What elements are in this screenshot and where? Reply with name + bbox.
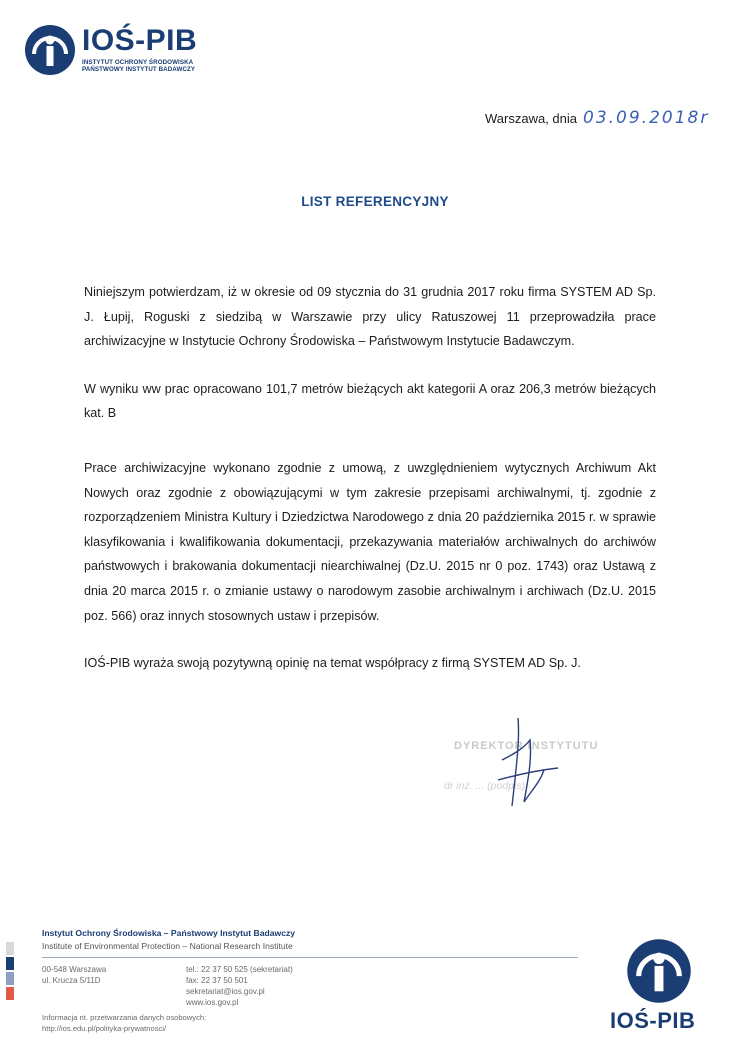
footer-privacy: Informacja nt. przetwarzania danych osobowych: http://ios.edu.pl/polityka-prywatnosci/ xyxy=(42,1013,207,1033)
footer-logo xyxy=(604,938,724,1038)
stripe-grey xyxy=(6,942,14,955)
signature-icon xyxy=(440,710,610,820)
date-label: Warszawa, dnia xyxy=(485,111,577,126)
paragraph-2: W wyniku ww prac opracowano 101,7 metrów bieżących akt kategorii A oraz 206,3 metrów bieżących kat. B xyxy=(84,381,656,421)
date-line xyxy=(485,108,709,128)
paragraph-4: IOŚ-PIB wyraża swoją pozytywną opinię na temat współpracy z firmą SYSTEM AD Sp. J. xyxy=(84,656,581,671)
ios-pib-emblem-icon xyxy=(626,938,692,1004)
logo-wordmark: IOŚ-PIB xyxy=(82,24,198,57)
footer-institute-name-en: Institute of Environmental Protection – National Research Institute xyxy=(42,941,293,951)
stripe-navy xyxy=(6,957,14,970)
paragraph-3: Prace archiwizacyjne wykonano zgodnie z umową, z uwzględnieniem wytycznych Archiwum Akt Nowych oraz zgodnie z obowiązującymi w tym zakresie przepisami archiwalnymi, tj. zgodnie z rozporządzeniem Ministra Kultury i Dziedzictwa Narodowego z dnia 20 października 2015 r. w sprawie klasyfikowania i kwalifikowania dokumentacji, przekazywania materiałów archiwalnych do archiwów państwowych i brakowania dokumentacji niearchiwalnej (Dz.U. 2015 nr 0 poz. 1743) oraz Ustawą z dnia 20 marca 2015 r. o zmianie ustawy o narodowym zasobie archiwalnym i archiwach (Dz.U. 2015 poz. 566) oraz innych stosownych ustaw i przepisów. xyxy=(84,460,656,623)
privacy-link[interactable]: http://ios.edu.pl/polityka-prywatnosci/ xyxy=(42,1023,167,1033)
footer-divider xyxy=(42,957,578,958)
stamp-line-1: DYREKTOR INSTYTUTU xyxy=(454,740,599,752)
footer-tel: tel.: 22 37 50 525 (sekretariat) xyxy=(186,965,293,974)
footer-address: 00-548 Warszawa ul. Krucza 5/11D xyxy=(42,965,107,985)
director-stamp xyxy=(440,710,610,820)
footer-email[interactable]: sekretariat@ios.gov.pl xyxy=(186,987,265,996)
handwritten-date: 03.09.2018r xyxy=(583,108,710,128)
footer-fax: fax: 22 37 50 501 xyxy=(186,976,248,985)
ios-pib-emblem-icon xyxy=(24,24,76,76)
stamp-line-2: dr inż. ... (podpis) xyxy=(444,780,526,792)
paragraph-1: Niniejszym potwierdzam, iż w okresie od 09 stycznia do 31 grudnia 2017 roku firma SYSTEM AD Sp. J. Łupij, Roguski z siedzibą w Warszawie przy ulicy Ratuszowej 11 przeprowadziła prace archiwizacyjne w Instytucie Ochrony Środowiska – Państwowym Instytucie Badawczym. xyxy=(84,285,656,349)
footer-web[interactable]: www.ios.gov.pl xyxy=(186,998,239,1007)
stripe-light-blue xyxy=(6,972,14,985)
footer-institute-name: Instytut Ochrony Środowiska – Państwowy Instytut Badawczy xyxy=(42,928,296,938)
stripe-red xyxy=(6,987,14,1000)
footer-logo-wordmark: IOŚ-PIB xyxy=(610,1008,696,1033)
document-title: LIST REFERENCYJNY xyxy=(301,194,449,209)
letter-body xyxy=(84,280,656,699)
header-logo xyxy=(24,24,214,84)
footer-contact xyxy=(186,964,293,1008)
footer-color-stripes xyxy=(6,942,14,1002)
logo-subtitle: INSTYTUT OCHRONY ŚRODOWISKA PAŃSTWOWY INSTYTUT BADAWCZY xyxy=(82,59,196,73)
